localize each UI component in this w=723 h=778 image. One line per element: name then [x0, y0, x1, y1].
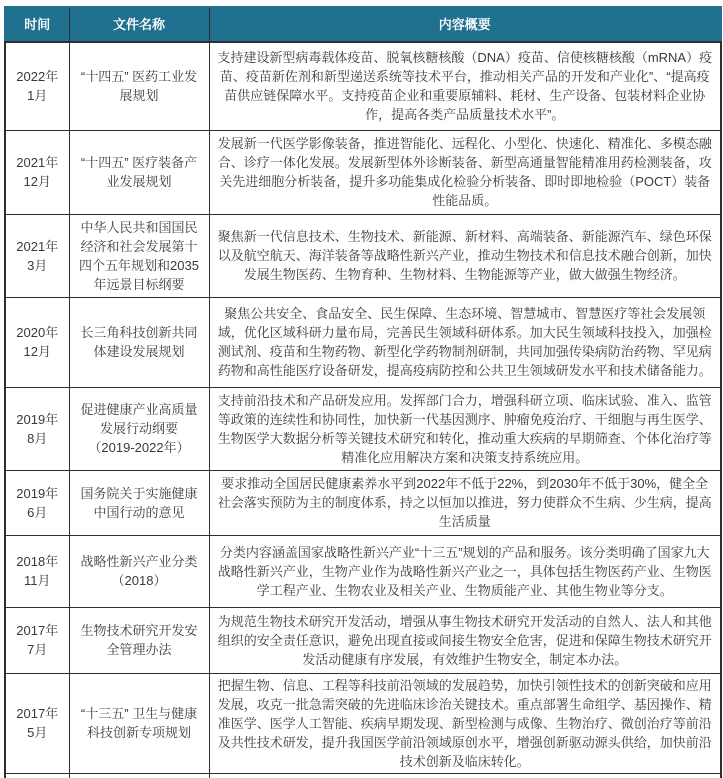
doc-name-cell: “十三五” 卫生与健康科技创新专项规划 — [69, 673, 209, 773]
time-month: 6月 — [27, 504, 48, 520]
time-year: 2019年 — [16, 485, 59, 501]
time-year: 2018年 — [16, 554, 59, 569]
time-cell — [5, 42, 69, 130]
doc-name-cell: 中华人民共和国国民经济和社会发展第十四个五年规划和2035年远景目标纲要 — [69, 214, 209, 297]
time-year: 2022年 — [16, 69, 59, 85]
time-cell — [5, 470, 69, 535]
summary-cell: 聚焦公共安全、食品安全、民生保障、生态环境、智慧城市、智慧医疗等社会发展领域，优化区域科研力量布局，完善民生领域科研体系。加大民生领域科技投入，加强检测试剂、疫苗和生物药物、新型化学药物制剂研制，共同加强传染病防治药物、罕见病药物和高性能医疗设备研发，提高疫病防控和公共卫生领域研发水平和技术储备能力。 — [209, 297, 721, 387]
time-year: 2021年 — [16, 238, 59, 254]
doc-name-cell: “十四五” 医疗装备产业发展规划 — [69, 130, 209, 214]
doc-name-cell: 国务院关于实施健康中国行动的意见 — [69, 470, 209, 535]
table-row — [5, 130, 721, 214]
doc-name-cell: 战略性新兴产业分类（2018） — [69, 535, 209, 607]
time-month: 12月 — [23, 344, 51, 359]
time-year: 2020年 — [16, 325, 59, 340]
table-row — [5, 673, 721, 773]
column-header-doc-name: 文件名称 — [69, 7, 209, 42]
doc-name-cell: “十四五” 医药工业发展规划 — [69, 42, 209, 130]
summary-cell: 支持建设新型病毒载体疫苗、脱氧核糖核酸（DNA）疫苗、信使核糖核酸（mRNA）疫苗、疫苗新佐剂和新型递送系统等技术平台，推动相关产品的开发和产业化”、“提高疫苗供应链保障水平。支持疫苗企业和重要原辅料、耗材、生产设备、包装材料企业协作，提高各类产品质量技术水平”。 — [209, 42, 721, 130]
time-month: 5月 — [27, 725, 48, 740]
table-row — [5, 387, 721, 470]
time-month: 7月 — [27, 642, 48, 657]
time-cell — [5, 673, 69, 773]
table-row — [5, 42, 721, 130]
time-cell — [5, 130, 69, 214]
time-year: 2017年 — [16, 706, 59, 721]
time-month: 12月 — [23, 174, 51, 189]
table-row-partial — [5, 773, 721, 778]
time-month: 11月 — [24, 573, 51, 588]
time-cell — [5, 214, 69, 297]
time-year: 2021年 — [16, 155, 59, 170]
doc-name-cell: 长三角科技创新共同体建设发展规划 — [69, 297, 209, 387]
summary-cell: 把握生物、信息、工程等科技前沿领域的发展趋势，加快引领性技术的创新突破和应用发展，攻克一批急需突破的先进临床诊治关键技术。重点部署生命组学、基因操作、精准医学、医学人工智能、疾病早期发现、新型检测与成像、生物治疗、微创治疗等前沿及共性技术研发，提升我国医学前沿领域原创水平，增强创新驱动源头供给，加快前沿技术创新及临床转化。 — [209, 673, 721, 773]
summary-cell: 为规范生物技术研究开发活动，增强从事生物技术研究开发活动的自然人、法人和其他组织的安全责任意识，避免出现直接或间接生物安全危害，促进和保障生物技术研究开发活动健康有序发展，有效维护生物安全，制定本办法。 — [209, 607, 721, 673]
column-header-summary: 内容概要 — [209, 7, 721, 42]
time-cell — [5, 387, 69, 470]
header-row — [5, 7, 721, 42]
doc-name-cell: 生物技术研究开发安全管理办法 — [69, 607, 209, 673]
time-month: 3月 — [27, 257, 48, 273]
table-row — [5, 470, 721, 535]
table-row — [5, 535, 721, 607]
time-cell — [5, 607, 69, 673]
column-header-time: 时间 — [5, 7, 69, 42]
time-month: 1月 — [27, 88, 48, 104]
summary-cell: 支持前沿技术和产品研发应用。发挥部门合力，增强科研立项、临床试验、准入、监管等政策的连续性和协同性，加快新一代基因测序、肿瘤免疫治疗、干细胞与再生医学、生物医学大数据分析等关键技术研究和转化，推动重大疾病的早期筛查、个体化治疗等精准化应用解决方案和决策支持系统应用。 — [209, 387, 721, 470]
time-month: 8月 — [27, 430, 48, 446]
summary-cell: 聚焦新一代信息技术、生物技术、新能源、新材料、高端装备、新能源汽车、绿色环保以及航空航天、海洋装备等战略性新兴产业，推动生物技术和信息技术融合创新，加快发展生物医药、生物育种、生物材料、生物能源等产业，做大做强生物经济。 — [209, 214, 721, 297]
table-row — [5, 607, 721, 673]
summary-cell — [209, 773, 721, 778]
time-cell — [5, 535, 69, 607]
policy-table — [4, 6, 722, 778]
table-header — [5, 7, 721, 42]
time-cell — [5, 297, 69, 387]
table-row — [5, 297, 721, 387]
summary-cell: 发展新一代医学影像装备，推进智能化、远程化、小型化、快速化、精准化、多模态融合、诊疗一体化发展。发展新型体外诊断装备、新型高通量智能精准用药检测装备，攻关先进细胞分析装备，提升多功能集成化检验分析装备、即时即地检验（POCT）装备性能品质。 — [209, 130, 721, 214]
time-year: 2017年 — [16, 623, 59, 638]
summary-cell: 分类内容涵盖国家战略性新兴产业“十三五”规划的产品和服务。该分类明确了国家九大战略性新兴产业，生物产业作为战略性新兴产业之一，具体包括生物医药产业、生物医学工程产业、生物农业及相关产业、生物质能产业、其他生物业等分支。 — [209, 535, 721, 607]
time-year: 2019年 — [16, 411, 59, 427]
table-row — [5, 214, 721, 297]
summary-cell: 要求推动全国居民健康素养水平到2022年不低于22%，到2030年不低于30%，健全全社会落实预防为主的制度体系，持之以恒加以推进，努力使群众不生病、少生病，提高生活质量 — [209, 470, 721, 535]
doc-name-cell — [69, 773, 209, 778]
doc-name-cell: 促进健康产业高质量发展行动纲要（2019-2022年） — [69, 387, 209, 470]
time-cell — [5, 773, 69, 778]
